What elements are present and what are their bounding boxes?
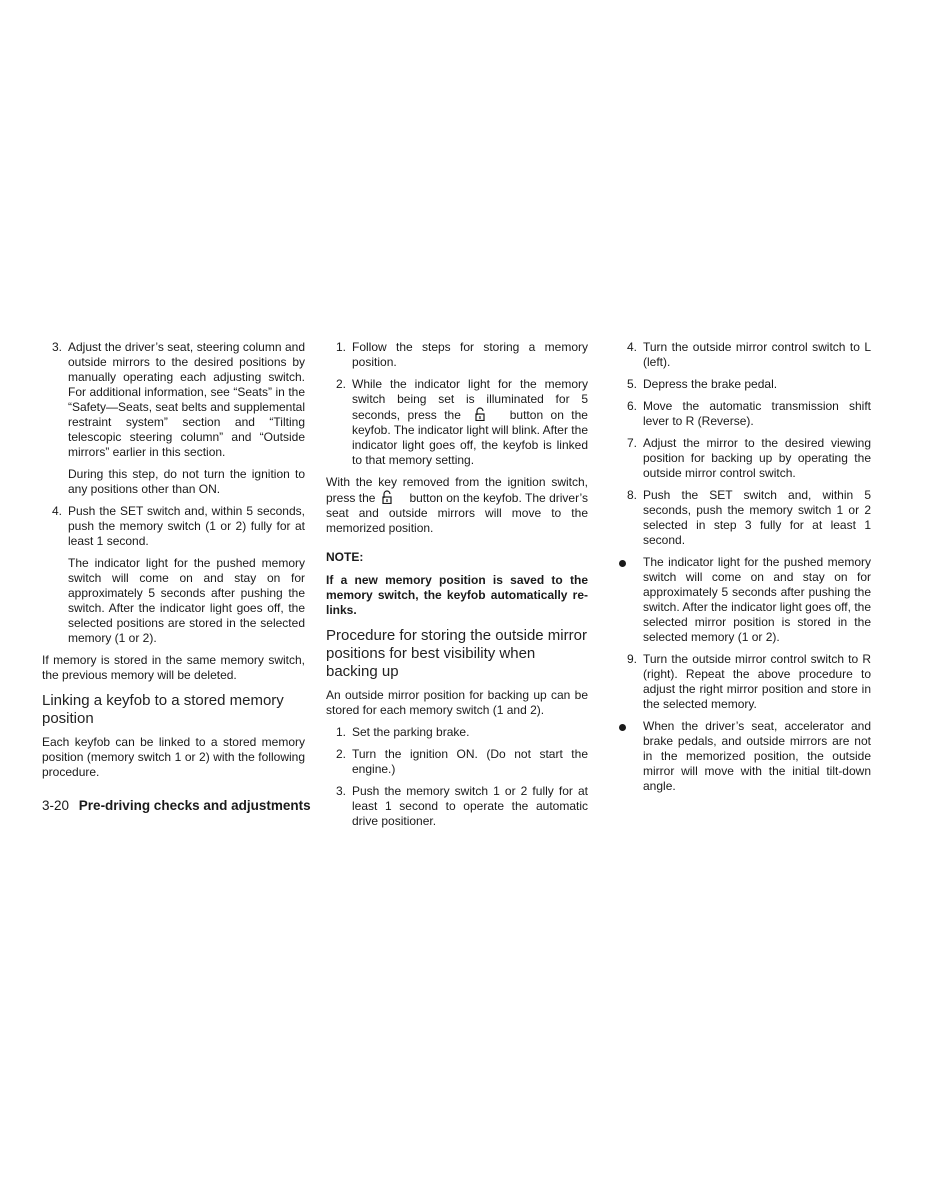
bullet-icon (619, 560, 626, 567)
section-heading: Procedure for storing the outside mirror positions for best visibility when backing up (326, 627, 587, 680)
paragraph (326, 475, 588, 536)
list-number: 3. (335, 784, 346, 798)
list-number: 5. (626, 377, 637, 391)
unlock-keyfob-icon (379, 490, 397, 504)
list-item (617, 377, 871, 392)
list-text: Adjust the mirror to the desired viewing position for backing up by operating the outside mirror control switch. (643, 436, 871, 480)
list-item (326, 747, 588, 777)
column-1 (42, 340, 305, 787)
note-body: If a new memory position is saved to the memory switch, the keyfob automatically re-links. (326, 573, 588, 617)
list-item-note: During this step, do not turn the ignition to any positions other than ON. (68, 467, 305, 496)
paragraph: An outside mirror position for backing up can be stored for each memory switch (1 and 2). (326, 688, 588, 717)
list-text: Set the parking brake. (352, 725, 470, 739)
list-item (617, 399, 871, 429)
bullet-item (617, 555, 871, 645)
section-title: Pre-driving checks and adjustments (78, 798, 311, 813)
list-text: Follow the steps for storing a memory position. (352, 340, 588, 369)
list-text: Depress the brake pedal. (643, 377, 778, 391)
bullet-item (617, 719, 871, 794)
paragraph-text: button on the keyfob. The driver’s seat and outside mirrors will move to the memorized position. (326, 491, 588, 535)
bullet-text: When the driver’s seat, accelerator and brake pedals, and outside mirrors are not in the memorized position, the outside mirror will move with the initial tilt-down angle. (643, 719, 871, 793)
list-text: Turn the ignition ON. (Do not start the engine.) (352, 747, 588, 776)
paragraph: Each keyfob can be linked to a stored memory position (memory switch 1 or 2) with the following procedure. (42, 735, 305, 779)
column-3 (617, 340, 871, 801)
list-text: Push the memory switch 1 or 2 fully for at least 1 second to operate the automatic drive positioner. (352, 784, 588, 828)
list-text: While the indicator light for the memory switch being set is illuminated for 5 seconds, press the (352, 377, 588, 422)
unlock-keyfob-icon (472, 407, 490, 421)
list-number: 1. (335, 340, 346, 354)
list-item-note: The indicator light for the pushed memory switch will come on and stay on for approximately 5 seconds after pushing the switch. After the indicator light goes off, the selected positions are stored in the selected memory (1 or 2). (68, 556, 305, 645)
list-text: Turn the outside mirror control switch to R (right). Repeat the above procedure to adjust the right mirror position and store in the selected memory. (643, 652, 871, 711)
list-item (326, 377, 588, 468)
list-item (617, 436, 871, 481)
list-number: 6. (626, 399, 637, 413)
list-item (617, 340, 871, 370)
list-item (42, 504, 305, 549)
column-2 (326, 340, 588, 836)
list-text: button on the keyfob. The indicator light will blink. After the indicator light goes off, the keyfob is linked to that memory setting. (352, 408, 588, 467)
list-number: 1. (335, 725, 346, 739)
list-text: Adjust the driver’s seat, steering column and outside mirrors to the desired positions by manually operating each adjusting switch. For additional information, see “Seats” in the “Safety—Seats, seat belts and supplemental restraint system” section and “Tilting telescopic steering column” and “Outside mirrors” earlier in this section. (68, 340, 305, 459)
bullet-text: The indicator light for the pushed memory switch will come on and stay on for approximately 5 seconds after pushing the switch. After the indicator light goes off, the selected mirror position is stored in the selected memory (1 or 2). (643, 555, 871, 644)
list-number: 7. (626, 436, 637, 450)
list-item (326, 784, 588, 829)
list-item (42, 340, 305, 460)
list-item (617, 652, 871, 712)
bullet-icon (619, 724, 626, 731)
list-item (326, 340, 588, 370)
list-text: Push the SET switch and, within 5 seconds, push the memory switch 1 or 2 selected in step 3 fully for at least 1 second. (643, 488, 871, 547)
list-item (326, 725, 588, 740)
list-number: 3. (51, 340, 62, 354)
page-number: 3-20 (42, 798, 70, 813)
note-title: NOTE: (326, 550, 364, 564)
list-text: Turn the outside mirror control switch to L (left). (643, 340, 871, 369)
paragraph: If memory is stored in the same memory switch, the previous memory will be deleted. (42, 653, 305, 682)
paragraph-text: With the key removed from the ignition switch, press the (326, 475, 588, 505)
list-number: 2. (335, 377, 346, 391)
list-text: Move the automatic transmission shift lever to R (Reverse). (643, 399, 871, 428)
list-text: Push the SET switch and, within 5 seconds, push the memory switch (1 or 2) fully for at least 1 second. (68, 504, 305, 548)
page-footer (42, 797, 311, 815)
section-heading: Linking a keyfob to a stored memory position (42, 692, 284, 727)
list-number: 4. (51, 504, 62, 518)
list-number: 9. (626, 652, 637, 666)
list-number: 2. (335, 747, 346, 761)
list-item (617, 488, 871, 548)
list-number: 8. (626, 488, 637, 502)
list-number: 4. (626, 340, 637, 354)
